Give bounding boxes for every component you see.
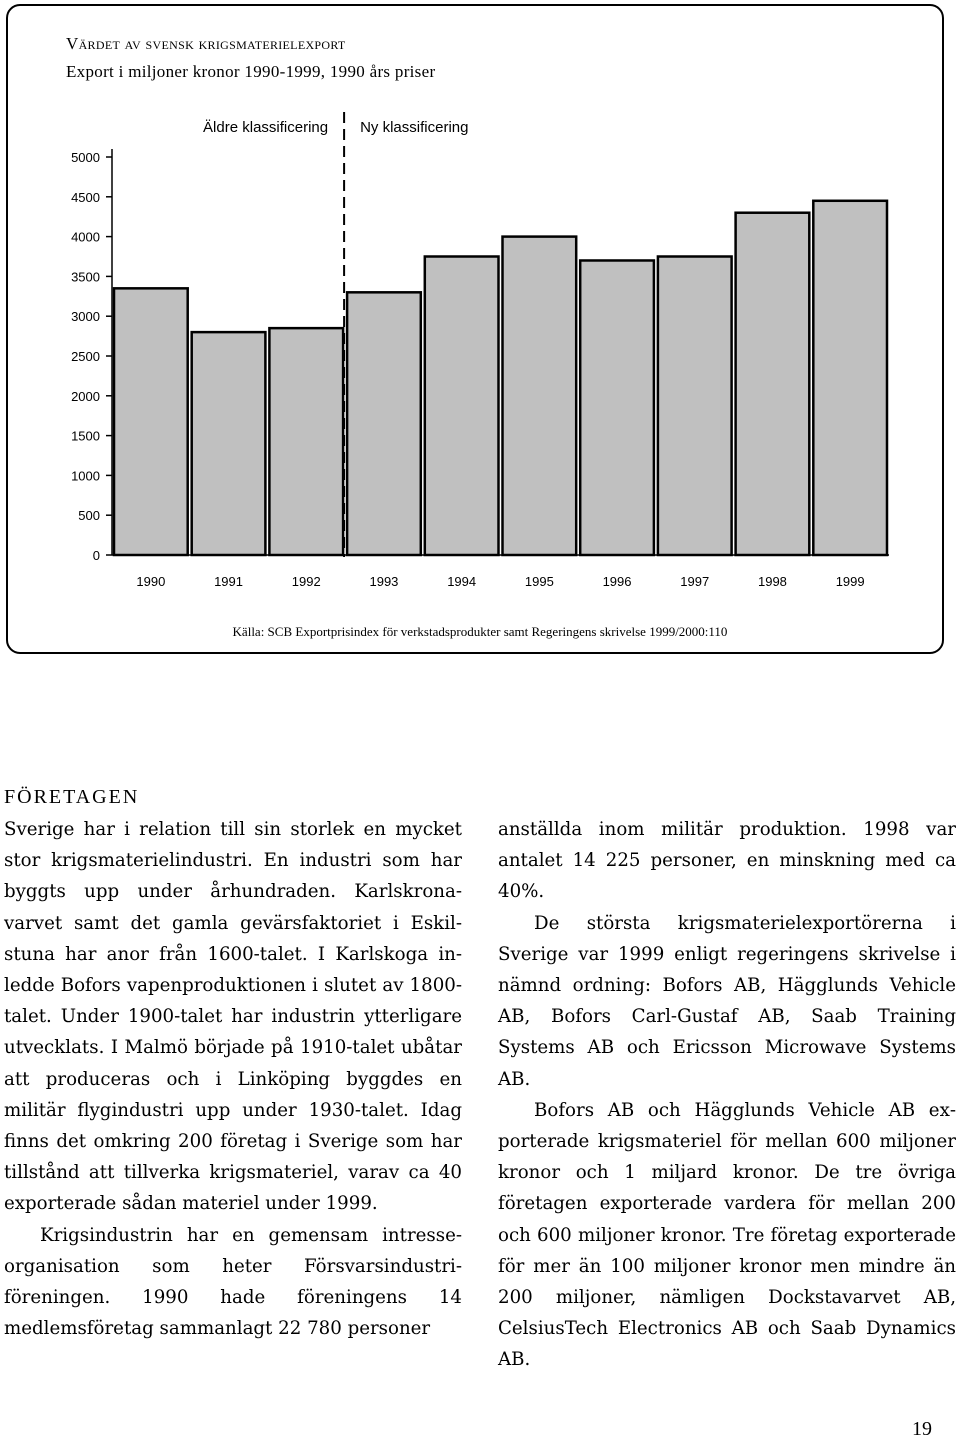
bar (736, 213, 810, 555)
bar (425, 257, 499, 556)
x-tick-label: 1995 (524, 574, 554, 589)
y-tick-label: 3000 (71, 309, 100, 325)
chart-subtitle: Export i miljoner kronor 1990-1999, 1990 års priser (66, 62, 436, 81)
old-classification-label: Äldre klassificering (203, 119, 329, 136)
x-tick-label: 1992 (291, 574, 321, 589)
x-tick-label: 1993 (369, 574, 399, 589)
y-tick-label: 0 (92, 548, 100, 563)
bar (347, 292, 421, 555)
y-tick-label: 500 (78, 508, 100, 524)
paragraph: Bofors AB och Hägglunds Vehicle AB exporterade krigsmateriel för mellan 600 miljoner kronor och 1 miljard kronor. De tre övriga företagen exporterade vardera för mellan 200 och 600 miljoner kronor. Tre företag exporterade för mer än 100 miljoner kronor men mindre än 200 miljoner, nämligen Dockstavarvet AB, CelsiusTech Electronics AB och Saab Dynamics AB. (498, 1099, 956, 1371)
left-column (4, 814, 462, 1344)
bar (580, 260, 654, 555)
chart-source: Källa: SCB Exportprisindex för verkstadsprodukter samt Regeringens skrivelse 1999/2000:110 (232, 624, 728, 639)
x-tick-label: 1991 (214, 574, 244, 589)
y-tick-label: 1000 (71, 468, 100, 484)
y-tick-label: 4500 (71, 189, 100, 205)
y-tick-label: 1500 (71, 428, 100, 444)
bar (658, 257, 732, 556)
y-tick-label: 4000 (71, 229, 100, 245)
y-tick-label: 3500 (71, 269, 100, 285)
paragraph: Krigsindustrin har en gemensam intresseorganisation som heter Försvarsindustriföreningen. 1990 hade föreningens 14 medlemsföretag sammanlagt 22 780 personer (4, 1224, 462, 1340)
bar (813, 201, 887, 555)
bar (192, 332, 266, 555)
bar-chart (0, 0, 960, 660)
chart-title: Värdet av svensk krigsmaterielexport (66, 34, 346, 53)
bar (503, 237, 577, 555)
x-tick-label: 1998 (757, 574, 787, 589)
paragraph: De största krigsmaterielexportörerna i Sverige var 1999 enligt regeringens skrivelse i nämnd ordning: Bofors AB, Hägglunds Vehicle AB, Bofors Carl-Gustaf AB, Saab Training Systems AB och Ericsson Microwave Systems AB. (498, 912, 956, 1090)
right-column (498, 814, 956, 1376)
new-classification-label: Ny klassificering (360, 119, 469, 136)
x-tick-label: 1990 (136, 574, 166, 589)
paragraph: Sverige har i relation till sin storlek en mycket stor krigsmaterielindustri. En industri som har byggts upp under århundraden. Karlskronavarvet samt det gamla gevärsfaktoriet i Eskilstuna har anor från 1600-talet. I Karlskoga inledde Bofors vapenproduktionen i slutet av 1800-talet. Under 1900-talet har industrin ytterligare utvecklats. I Malmö började på 1910-talet ubåtar att produceras och i Linköping byggdes en militär flygindustri upp under 1930-talet. Idag finns det omkring 200 företag i Sverige som har tillstånd att tillverka krigsmateriel, varav ca 40 exporterade sådan materiel under 1999. (4, 819, 462, 1215)
y-tick-label: 2500 (71, 349, 100, 364)
x-tick-label: 1996 (602, 574, 632, 589)
x-tick-label: 1999 (835, 574, 865, 589)
page-number: 19 (912, 1418, 932, 1440)
paragraph: anställda inom militär produktion. 1998 var antalet 14 225 personer, en minskning med ca 40%. (498, 819, 956, 903)
bar (269, 328, 343, 555)
section-heading: FÖRETAGEN (4, 786, 140, 808)
y-tick-label: 5000 (71, 150, 100, 165)
x-tick-label: 1997 (680, 574, 710, 589)
y-tick-label: 2000 (71, 388, 100, 404)
bar (114, 288, 188, 555)
x-tick-label: 1994 (447, 574, 477, 589)
